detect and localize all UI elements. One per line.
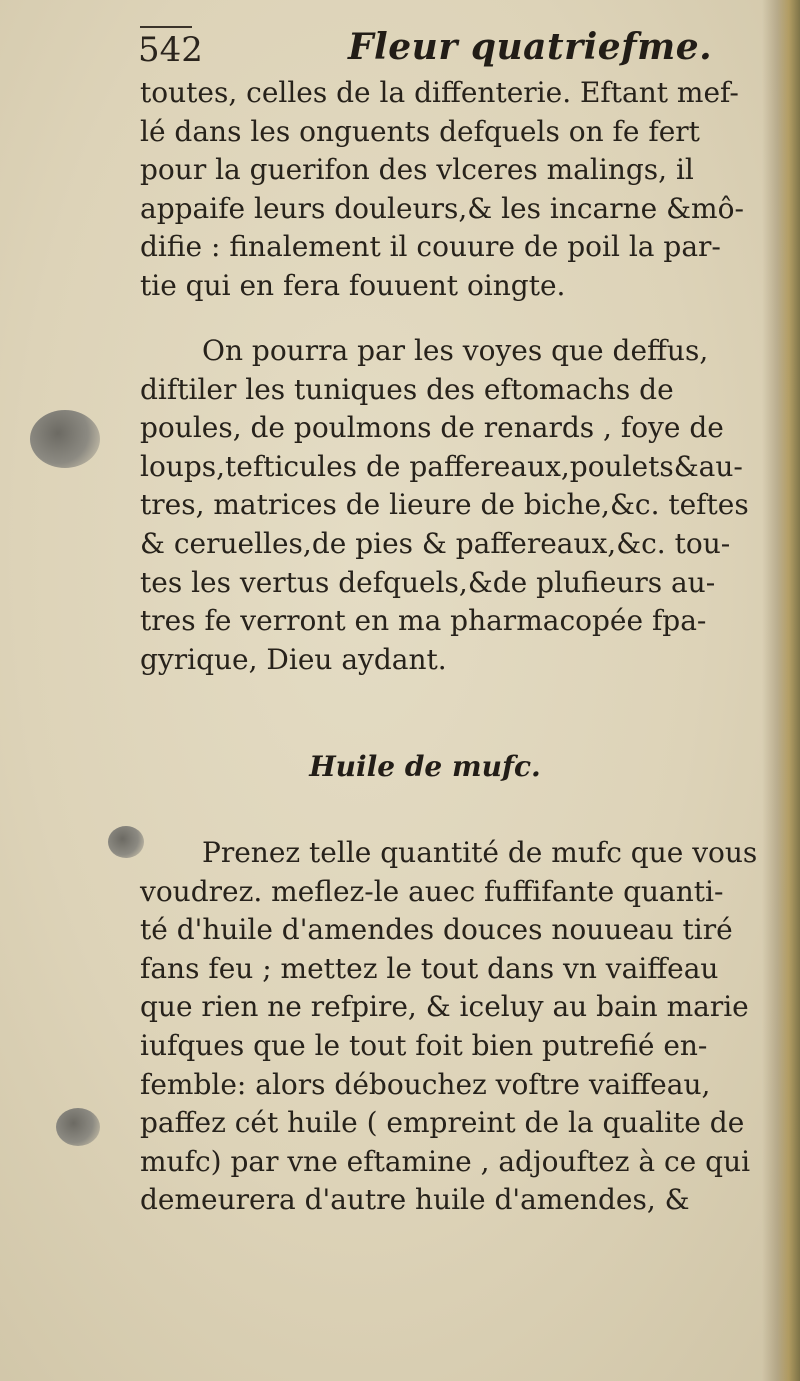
text-line: mufc) par vne eftamine , adjouftez à ce qui (140, 1144, 751, 1178)
ink-blot (30, 410, 100, 468)
text-line: loups,tefticules de paffereaux,poulets&au- (140, 449, 743, 483)
text-line: que rien ne refpire, & iceluy au bain marie (140, 990, 749, 1024)
ink-blot (56, 1108, 100, 1146)
text-line: tie qui en fera fouuent oingte. (140, 268, 566, 302)
text-line: demeurera d'autre huile d'amendes, & (140, 1183, 690, 1217)
text-line: pour la guerifon des vlceres malings, il (140, 153, 694, 187)
text-line: paffez cét huile ( empreint de la qualite de (140, 1106, 745, 1140)
running-head: Fleur quatriefme. (348, 26, 713, 68)
text-line: On pourra par les voyes que deffus, (202, 334, 709, 367)
page-number: 542 (138, 30, 203, 70)
paragraph-continuation (140, 74, 770, 306)
text-line: lé dans les onguents defquels on fe fert (140, 114, 700, 148)
text-line: femble: alors débouchez voftre vaiffeau, (140, 1067, 711, 1101)
folio-rule (140, 26, 192, 28)
text-line: diftiler les tuniques des eftomachs de (140, 372, 674, 406)
text-line: difie : finalement il couure de poil la par- (140, 230, 721, 264)
section-heading (0, 750, 800, 783)
paragraph-musk-oil (140, 834, 770, 1220)
text-line: voudrez. meflez-le auec fuffifante quanti- (140, 874, 724, 908)
text-line: appaife leurs douleurs,& les incarne &mô- (140, 191, 744, 225)
text-line: té d'huile d'amendes douces nouueau tiré (140, 913, 733, 947)
text-line: fans feu ; mettez le tout dans vn vaiffeau (140, 951, 719, 985)
text-line: tres fe verront en ma pharmacopée fpa- (140, 604, 707, 638)
text-line: iufques que le tout foit bien putrefié en- (140, 1028, 708, 1062)
text-line: & ceruelles,de pies & paffereaux,&c. tou- (140, 526, 731, 560)
text-line: tes les vertus defquels,&de plufieurs au- (140, 565, 716, 599)
text-line: Prenez telle quantité de mufc que vous (202, 836, 758, 869)
text-line: gyrique, Dieu aydant. (140, 642, 447, 676)
section-heading-text: Huile de mufc. (309, 750, 541, 783)
ink-blot (108, 826, 144, 858)
text-line: poules, de poulmons de renards , foye de (140, 411, 724, 445)
paragraph-distillation (140, 332, 770, 679)
page-header (138, 22, 758, 74)
text-line: toutes, celles de la diffenterie. Eftant mef- (140, 76, 739, 109)
text-line: tres, matrices de lieure de biche,&c. teftes (140, 488, 749, 522)
